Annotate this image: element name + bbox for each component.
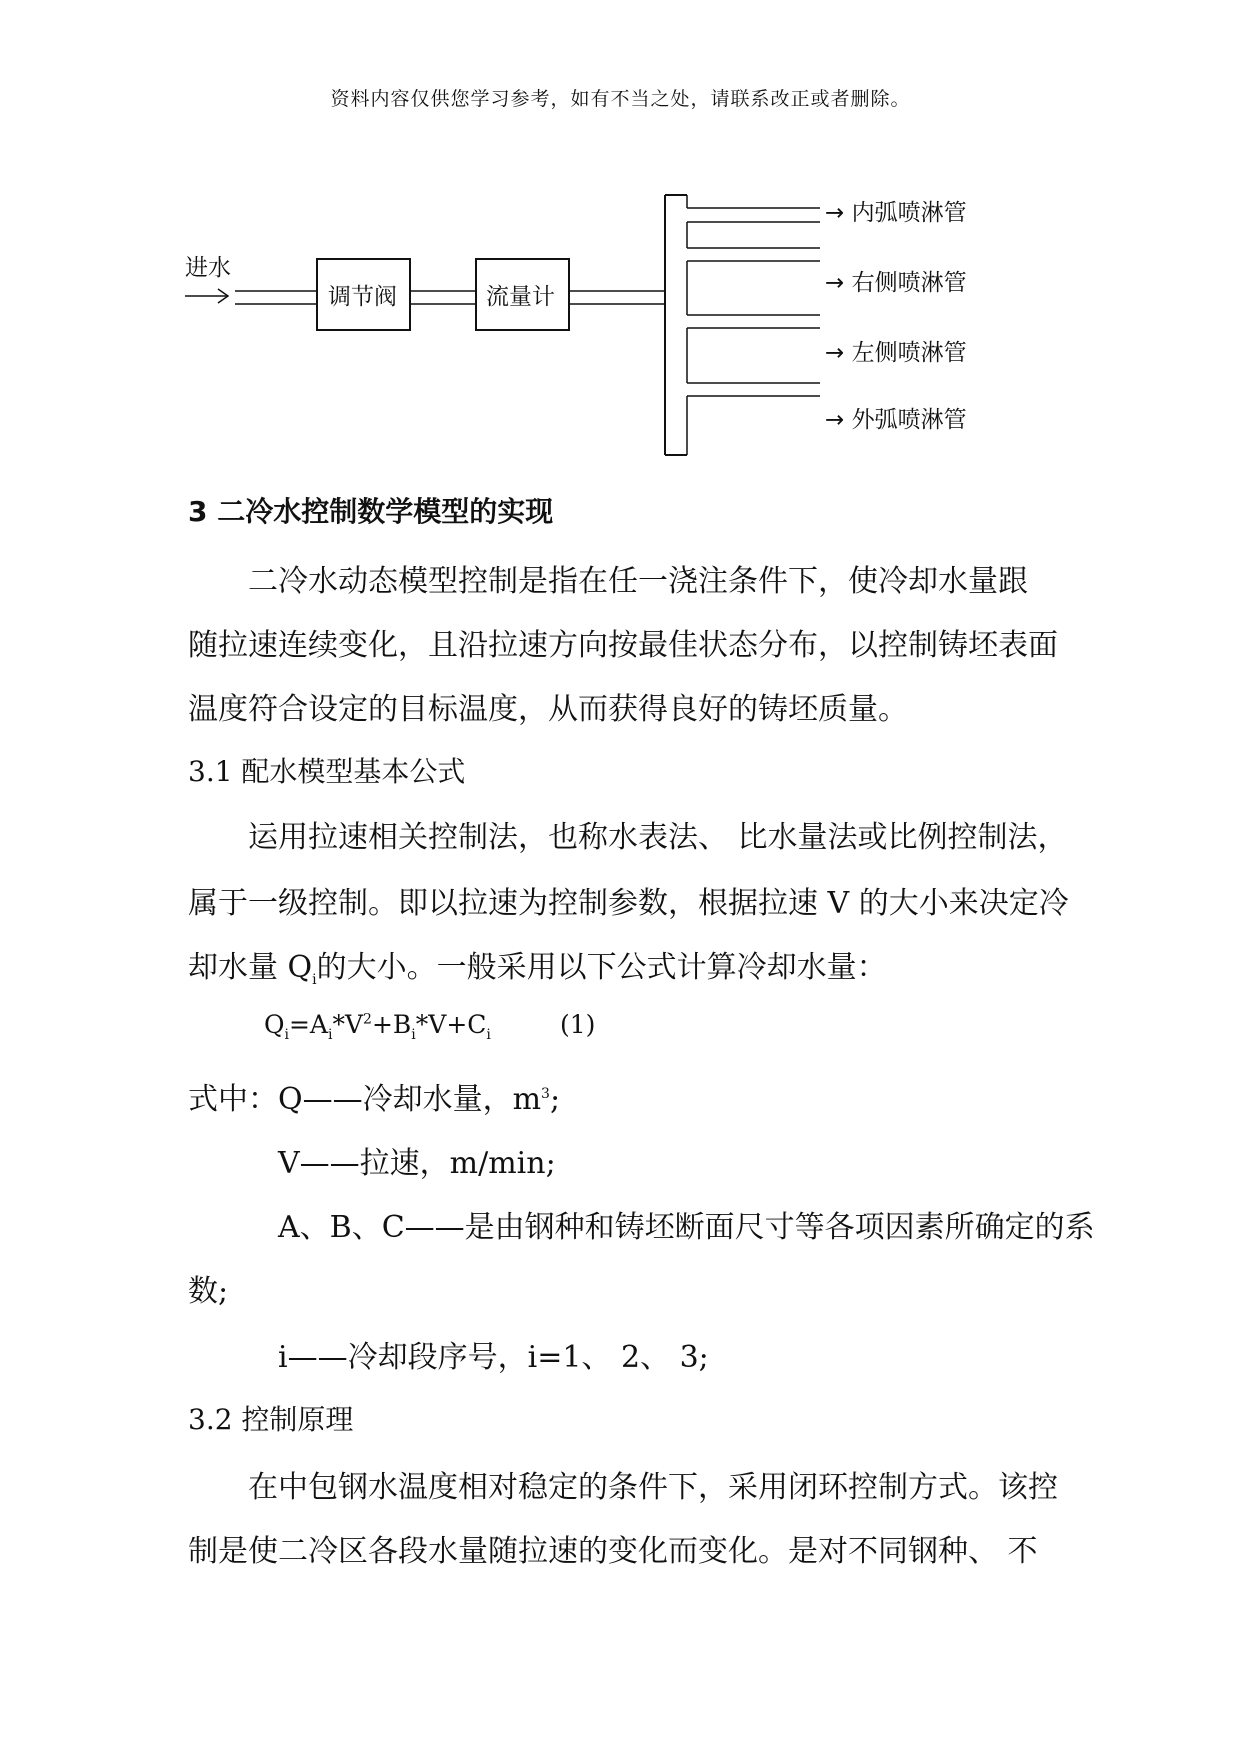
where-abc-cont: 数;: [188, 1274, 229, 1309]
valve-label: 调节阀: [328, 284, 397, 310]
water-distribution-diagram: [180, 190, 1060, 470]
section-3-2-title: 3.2 控制原理: [188, 1403, 354, 1436]
where-i-line: i——冷却段序号，i=1、 2、 3;: [278, 1340, 709, 1375]
formula-1: $Q_i=A_i*V^2+B_i*V+C_i$: [264, 1010, 491, 1043]
section-3-1-title: 3.1 配水模型基本公式: [188, 755, 466, 788]
para2-line1: 运用拉速相关控制法，也称水表法、 比水量法或比例控制法，: [248, 820, 1068, 855]
para2-line3: 却水量 $Q_i$的大小。一般采用以下公式计算冷却水量：: [188, 950, 887, 988]
para2-line2: 属于一级控制。即以拉速为控制参数，根据拉速 V 的大小来决定冷: [188, 886, 1069, 921]
section-3-title: 3 二冷水控制数学模型的实现: [188, 495, 554, 528]
page-header-note: 资料内容仅供您学习参考，如有不当之处，请联系改正或者删除。: [330, 88, 911, 110]
where-abc-line: A、B、C——是由钢种和铸坯断面尺寸等各项因素所确定的系: [278, 1210, 1095, 1245]
para3-line1: 在中包钢水温度相对稳定的条件下，采用闭环控制方式。该控: [248, 1470, 1058, 1505]
formula-number: (1): [560, 1010, 596, 1039]
inlet-label: 进水: [185, 255, 231, 281]
output-inner-arc: → 内弧喷淋管: [825, 200, 967, 226]
flowmeter-label: 流量计: [486, 284, 555, 310]
para1-line1: 二冷水动态模型控制是指在任一浇注条件下，使冷却水量跟: [248, 564, 1028, 599]
para1-line2: 随拉速连续变化，且沿拉速方向按最佳状态分布，以控制铸坯表面: [188, 628, 1058, 663]
output-outer-arc: → 外弧喷淋管: [825, 407, 967, 433]
para1-line3: 温度符合设定的目标温度，从而获得良好的铸坯质量。: [188, 692, 908, 727]
para3-line2: 制是使二冷区各段水量随拉速的变化而变化。是对不同钢种、 不: [188, 1534, 1038, 1569]
output-right-side: → 右侧喷淋管: [825, 270, 967, 296]
output-left-side: → 左侧喷淋管: [825, 340, 967, 366]
where-q-line: 式中：Q——冷却水量，$m^3$;: [188, 1082, 561, 1117]
where-v-line: V——拉速，m/min;: [278, 1146, 556, 1181]
